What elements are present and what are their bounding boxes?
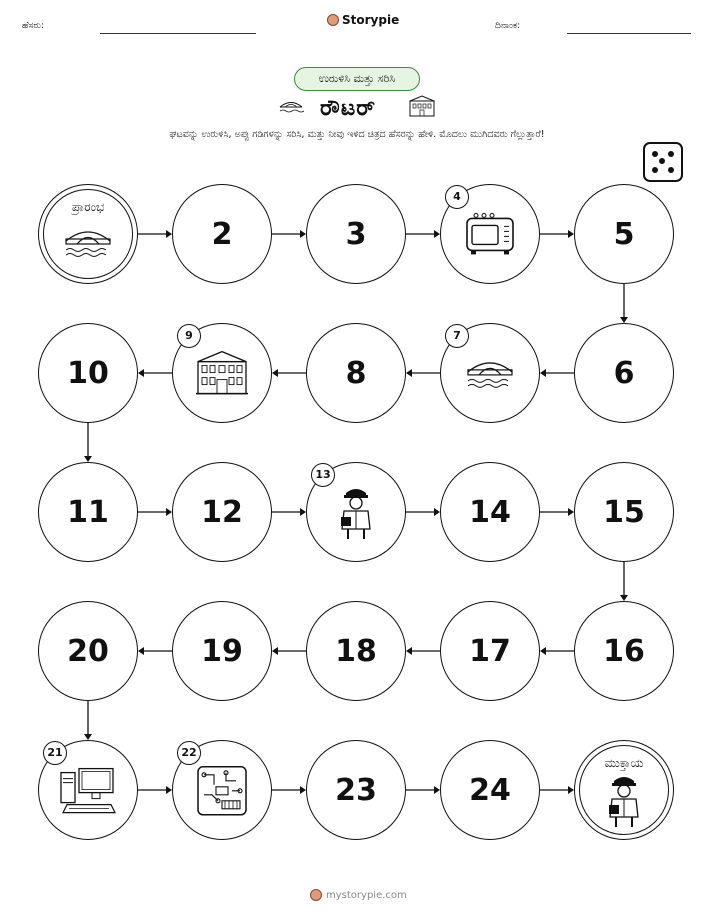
board-space[interactable] <box>574 601 674 701</box>
board-space[interactable] <box>38 323 138 423</box>
space-number-badge: 7 <box>445 324 469 348</box>
board-space[interactable] <box>574 184 674 284</box>
board-space[interactable] <box>440 462 540 562</box>
space-number: 14 <box>469 494 511 530</box>
board-space[interactable] <box>306 323 406 423</box>
board-space[interactable] <box>172 740 272 840</box>
start-space[interactable] <box>38 184 138 284</box>
bridge-icon <box>63 225 113 263</box>
space-number: 2 <box>211 216 233 252</box>
board-space[interactable] <box>440 184 540 284</box>
brand-name: Storypie <box>342 13 400 27</box>
game-type-badge: ಉರುಳಿಸಿ ಮತ್ತು ಸರಿಸಿ <box>294 67 420 91</box>
board-space[interactable] <box>440 601 540 701</box>
postman-icon <box>604 773 644 833</box>
board-space[interactable] <box>38 601 138 701</box>
footer <box>310 889 407 901</box>
board-space[interactable] <box>306 184 406 284</box>
space-number: 18 <box>335 633 377 669</box>
name-label: ಹೆಸರು: <box>22 21 45 31</box>
board-space[interactable] <box>306 601 406 701</box>
space-number: 23 <box>335 772 377 808</box>
building-icon <box>194 350 250 402</box>
space-label: ಮುಕ್ತಾಯ <box>604 756 644 770</box>
space-number: 10 <box>67 355 109 391</box>
footer-url: mystorypie.com <box>326 889 407 901</box>
finish-space[interactable] <box>574 740 674 840</box>
board-space[interactable] <box>172 184 272 284</box>
space-number: 3 <box>345 216 367 252</box>
space-number-badge: 21 <box>43 741 67 765</box>
space-number: 6 <box>613 355 635 391</box>
space-number: 11 <box>67 494 109 530</box>
space-number: 12 <box>201 494 243 530</box>
board-space[interactable] <box>574 323 674 423</box>
board-space[interactable] <box>306 740 406 840</box>
board-space[interactable] <box>172 462 272 562</box>
space-number: 5 <box>613 216 635 252</box>
bridge-icon <box>465 356 515 394</box>
circuit-board-icon <box>196 765 248 821</box>
computer-icon <box>59 767 117 819</box>
instructions: ಘಟವನ್ನು ಉರುಳಿಸಿ, ಅಪ್ಪು ಗಡಿಗಳನ್ನು ಸರಿಸಿ, ಮತ್ತು ನೀವು ಇಳಿದ ಚಿತ್ರದ ಹೆಸರನ್ನು ಹೇಳಿ. ಮೊದಲು ಮುಗಿದವರು ಗೆಲ್ಲುತ್ತಾರೆ! <box>169 129 545 140</box>
space-number: 17 <box>469 633 511 669</box>
space-number-badge: 4 <box>445 185 469 209</box>
date-label: ದಿನಾಂಕ: <box>495 21 521 31</box>
space-number: 16 <box>603 633 645 669</box>
bear-icon <box>310 889 322 901</box>
space-label: ಪ್ರಾರಂಭ <box>71 200 105 214</box>
space-number: 24 <box>469 772 511 808</box>
board-space[interactable] <box>574 462 674 562</box>
space-number: 8 <box>345 355 367 391</box>
board-space[interactable] <box>172 323 272 423</box>
board-space[interactable] <box>306 462 406 562</box>
space-number: 19 <box>201 633 243 669</box>
space-number-badge: 9 <box>177 324 201 348</box>
board-space[interactable] <box>440 323 540 423</box>
space-number: 20 <box>67 633 109 669</box>
space-number-badge: 13 <box>311 463 335 487</box>
page-title: ರೌಟರ್ <box>320 96 376 121</box>
board-space[interactable] <box>38 462 138 562</box>
space-number-badge: 22 <box>177 741 201 765</box>
board-space[interactable] <box>440 740 540 840</box>
space-number: 15 <box>603 494 645 530</box>
postman-icon <box>336 485 376 545</box>
oven-icon <box>464 212 516 260</box>
board-space[interactable] <box>172 601 272 701</box>
board-space[interactable] <box>38 740 138 840</box>
